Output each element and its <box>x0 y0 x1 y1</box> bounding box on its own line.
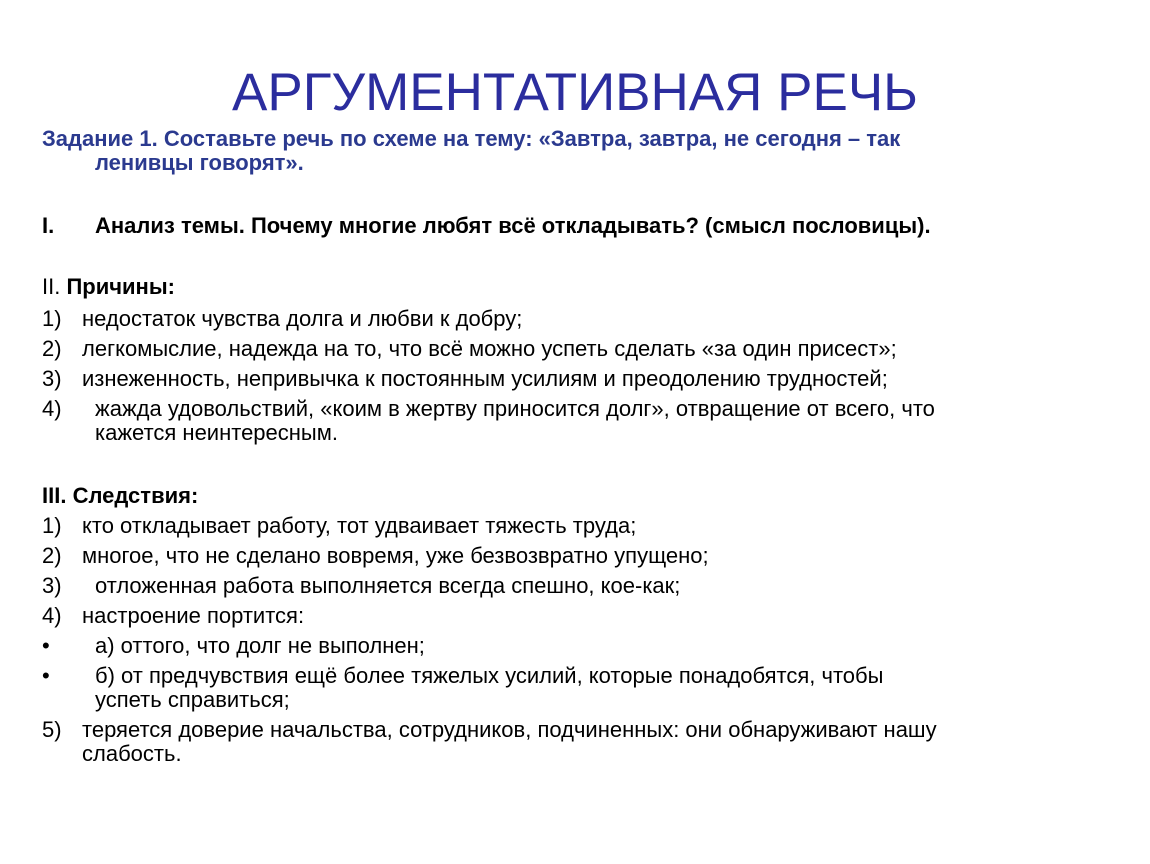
list-item <box>42 604 1112 628</box>
list-item <box>42 514 1112 538</box>
slide-title: АРГУМЕНТАТИВНАЯ РЕЧЬ <box>232 63 918 122</box>
list-item-text: настроение портится: <box>82 603 305 628</box>
list-item-text: отложенная работа выполняется всегда спешно, кое-как; <box>95 573 681 598</box>
task-statement <box>42 127 1092 175</box>
list-item-marker: 5) <box>42 717 62 742</box>
list-item-marker: 1) <box>42 306 62 331</box>
list-item <box>42 307 1112 331</box>
section-analysis <box>42 214 1112 238</box>
task-line-1: Задание 1. Составьте речь по схеме на тему: «Завтра, завтра, не сегодня – так <box>42 126 901 151</box>
list-item-marker: 4) <box>42 396 62 421</box>
list-item <box>42 718 1112 766</box>
section-causes-marker: II. <box>42 274 61 299</box>
section-consequences <box>42 484 1112 766</box>
list-item-text-continued: слабость. <box>82 741 182 766</box>
section-analysis-text: Анализ темы. Почему многие любят всё откладывать? (смысл пословицы). <box>95 213 931 238</box>
list-item-text: б) от предчувствия ещё более тяжелых усилий, которые понадобятся, чтобы <box>95 663 884 688</box>
section-consequences-marker: III. <box>42 483 67 508</box>
section-consequences-heading: Следствия: <box>72 483 199 508</box>
section-causes-header <box>42 275 1112 299</box>
list-item <box>42 544 1112 568</box>
list-item-text: теряется доверие начальства, сотрудников, подчиненных: они обнаруживают нашу <box>82 717 937 742</box>
bullet-icon: • <box>42 663 50 688</box>
list-item <box>42 397 1112 445</box>
list-item-marker: 1) <box>42 513 62 538</box>
section-causes-heading: Причины: <box>66 274 175 299</box>
list-item-text: кто откладывает работу, тот удваивает тяжесть труда; <box>82 513 637 538</box>
list-item-marker: 3) <box>42 366 62 391</box>
list-item-marker: 4) <box>42 603 62 628</box>
bullet-icon: • <box>42 633 50 658</box>
list-item-text-continued: успеть справиться; <box>95 687 290 712</box>
list-item-marker: 2) <box>42 336 62 361</box>
list-item <box>42 634 1112 658</box>
list-item <box>42 664 1112 712</box>
list-item-text: жажда удовольствий, «коим в жертву приносится долг», отвращение от всего, что <box>95 396 935 421</box>
list-item-text: недостаток чувства долга и любви к добру; <box>82 306 523 331</box>
task-line-2: ленивцы говорят». <box>95 150 304 175</box>
list-item-text: легкомыслие, надежда на то, что всё можно успеть сделать «за один присест»; <box>82 336 897 361</box>
list-item-text: многое, что не сделано вовремя, уже безвозвратно упущено; <box>82 543 709 568</box>
section-consequences-header <box>42 484 1112 508</box>
list-item <box>42 574 1112 598</box>
list-item-marker: 2) <box>42 543 62 568</box>
list-item-marker: 3) <box>42 573 62 598</box>
list-item-text-continued: кажется неинтересным. <box>95 420 338 445</box>
section-analysis-marker: I. <box>42 213 55 238</box>
list-item-text: изнеженность, непривычка к постоянным усилиям и преодолению трудностей; <box>82 366 888 391</box>
list-item-text: а) оттого, что долг не выполнен; <box>95 633 425 658</box>
list-item <box>42 367 1112 391</box>
list-item <box>42 337 1112 361</box>
section-causes <box>42 275 1112 445</box>
